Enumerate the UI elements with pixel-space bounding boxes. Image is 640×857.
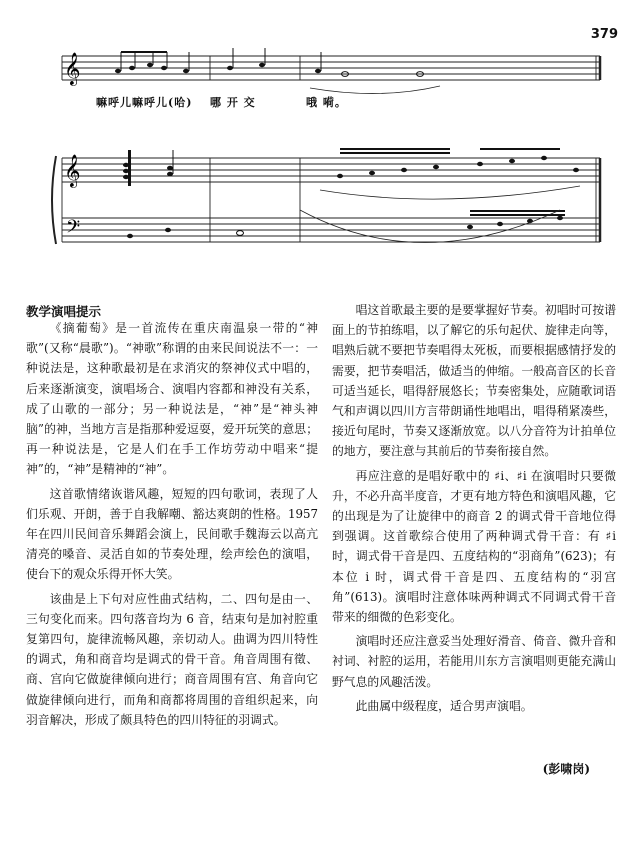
piano-right-staff <box>62 158 600 182</box>
paragraph: 《摘葡萄》是一首流传在重庆南温泉一带的“神歌”(又称“晨歌”)。“神歌”称谓的由来民间说法不一：一种说法是，这种歌最初是在求消灾的祭神仪式中唱的，后来逐渐演变，演唱场合、演唱内容都和神没有关系，成了山歌的一部分；另一种说法是，“神”是“神头神脑”的神，当地方言是指那种爱逗耍，爱开玩笑的意思；再一种说法是，它是人们在手工作坊劳动中唱来“提神”的，“神”是精神的“神”。 <box>26 321 318 477</box>
author-credit: (彭啸岗) <box>542 762 590 776</box>
voice-staff <box>62 56 600 80</box>
paragraph: 这首歌情绪诙谐风趣，短短的四句歌词，表现了人们乐观、开朗，善于自我解嘲、豁达爽朗的性格。1957 年在四川民间音乐舞蹈会演上，民间歌手魏海云以高亢清亮的嗓音、灵活自如的节奏处理，绘声绘色的演唱，使台下的观众乐得开怀大笑。 <box>26 486 318 582</box>
piano-left-staff <box>62 218 600 242</box>
right-column <box>332 300 616 720</box>
lyric-segment: 哪 开 交 <box>210 96 256 109</box>
piano-notes <box>123 148 579 238</box>
paragraph: 再应注意的是唱好歌中的 ♯i、♯i 在演唱时只要微升，不必升高半度音，才更有地方特色和演唱风趣，它的出现是为了让旋律中的商音 2 的调式骨干音地位得到强调。这首歌综合使用了两种调式骨干音：有 ♯i 时，调式骨干音是四、五度结构的“羽商角”(623)；有本位 i 时，调式骨干音是四、五度结构的“羽宫角”(613)。演唱时注意体味两种调式不同调式骨干音带来的细微的色彩变化。 <box>332 468 616 625</box>
left-column <box>26 318 318 734</box>
lyric-segment: 嘛呼儿嘛呼儿(哈) <box>96 96 193 109</box>
paragraph: 唱这首歌最主要的是要掌握好节奏。初唱时可按谱面上的节拍练唱，以了解它的乐句起伏、旋律走向等，唱熟后就不要把节奏唱得太死板，而要根据感情抒发的需要，把节奏唱活，做适当的伸缩。一般高音区的长音可适当延长，唱得舒展悠长；节奏密集处，应随歌词语气和声调以四川方言带朗诵性地唱出，唱得稍紧凑些，接近句尾时，节奏又逐渐放宽。以八分音符为计拍单位的地方，要注意与其前后的节奏衔接自然。 <box>332 303 616 459</box>
page-number: 379 <box>590 27 618 42</box>
paragraph: 此曲属中级程度，适合男声演唱。 <box>355 698 533 713</box>
treble-clef-icon: 𝄞 <box>64 154 81 187</box>
sheet-music <box>0 0 640 290</box>
paragraph: 演唱时还应注意妥当处理好滑音、倚音、微升音和衬词、衬腔的运用，若能用川东方言演唱则更能充满山野气息的风趣活泼。 <box>332 634 616 689</box>
lyric-segment: 哦 嗬。 <box>306 96 347 109</box>
bass-clef-icon: 𝄢 <box>66 217 81 242</box>
section-title: 教学演唱提示 <box>26 304 102 319</box>
paragraph: 该曲是上下句对应性曲式结构，二、四句是由一、三句变化而来。四句落音均为 6 音，结束句是加衬腔重复第四句，旋律流畅风趣，亲切动人。曲调为四川特性的调式，角和商音均是调式的骨干音。角音周围有徵、商、宫向它做旋律倾向进行；商音周围有宫、角音向它做旋律倾向进行，而角和商都将周围的音组织起来，向羽音解决，形成了颇具特色的四川特征的羽调式。 <box>26 591 318 727</box>
treble-clef-icon: 𝄞 <box>64 52 81 85</box>
